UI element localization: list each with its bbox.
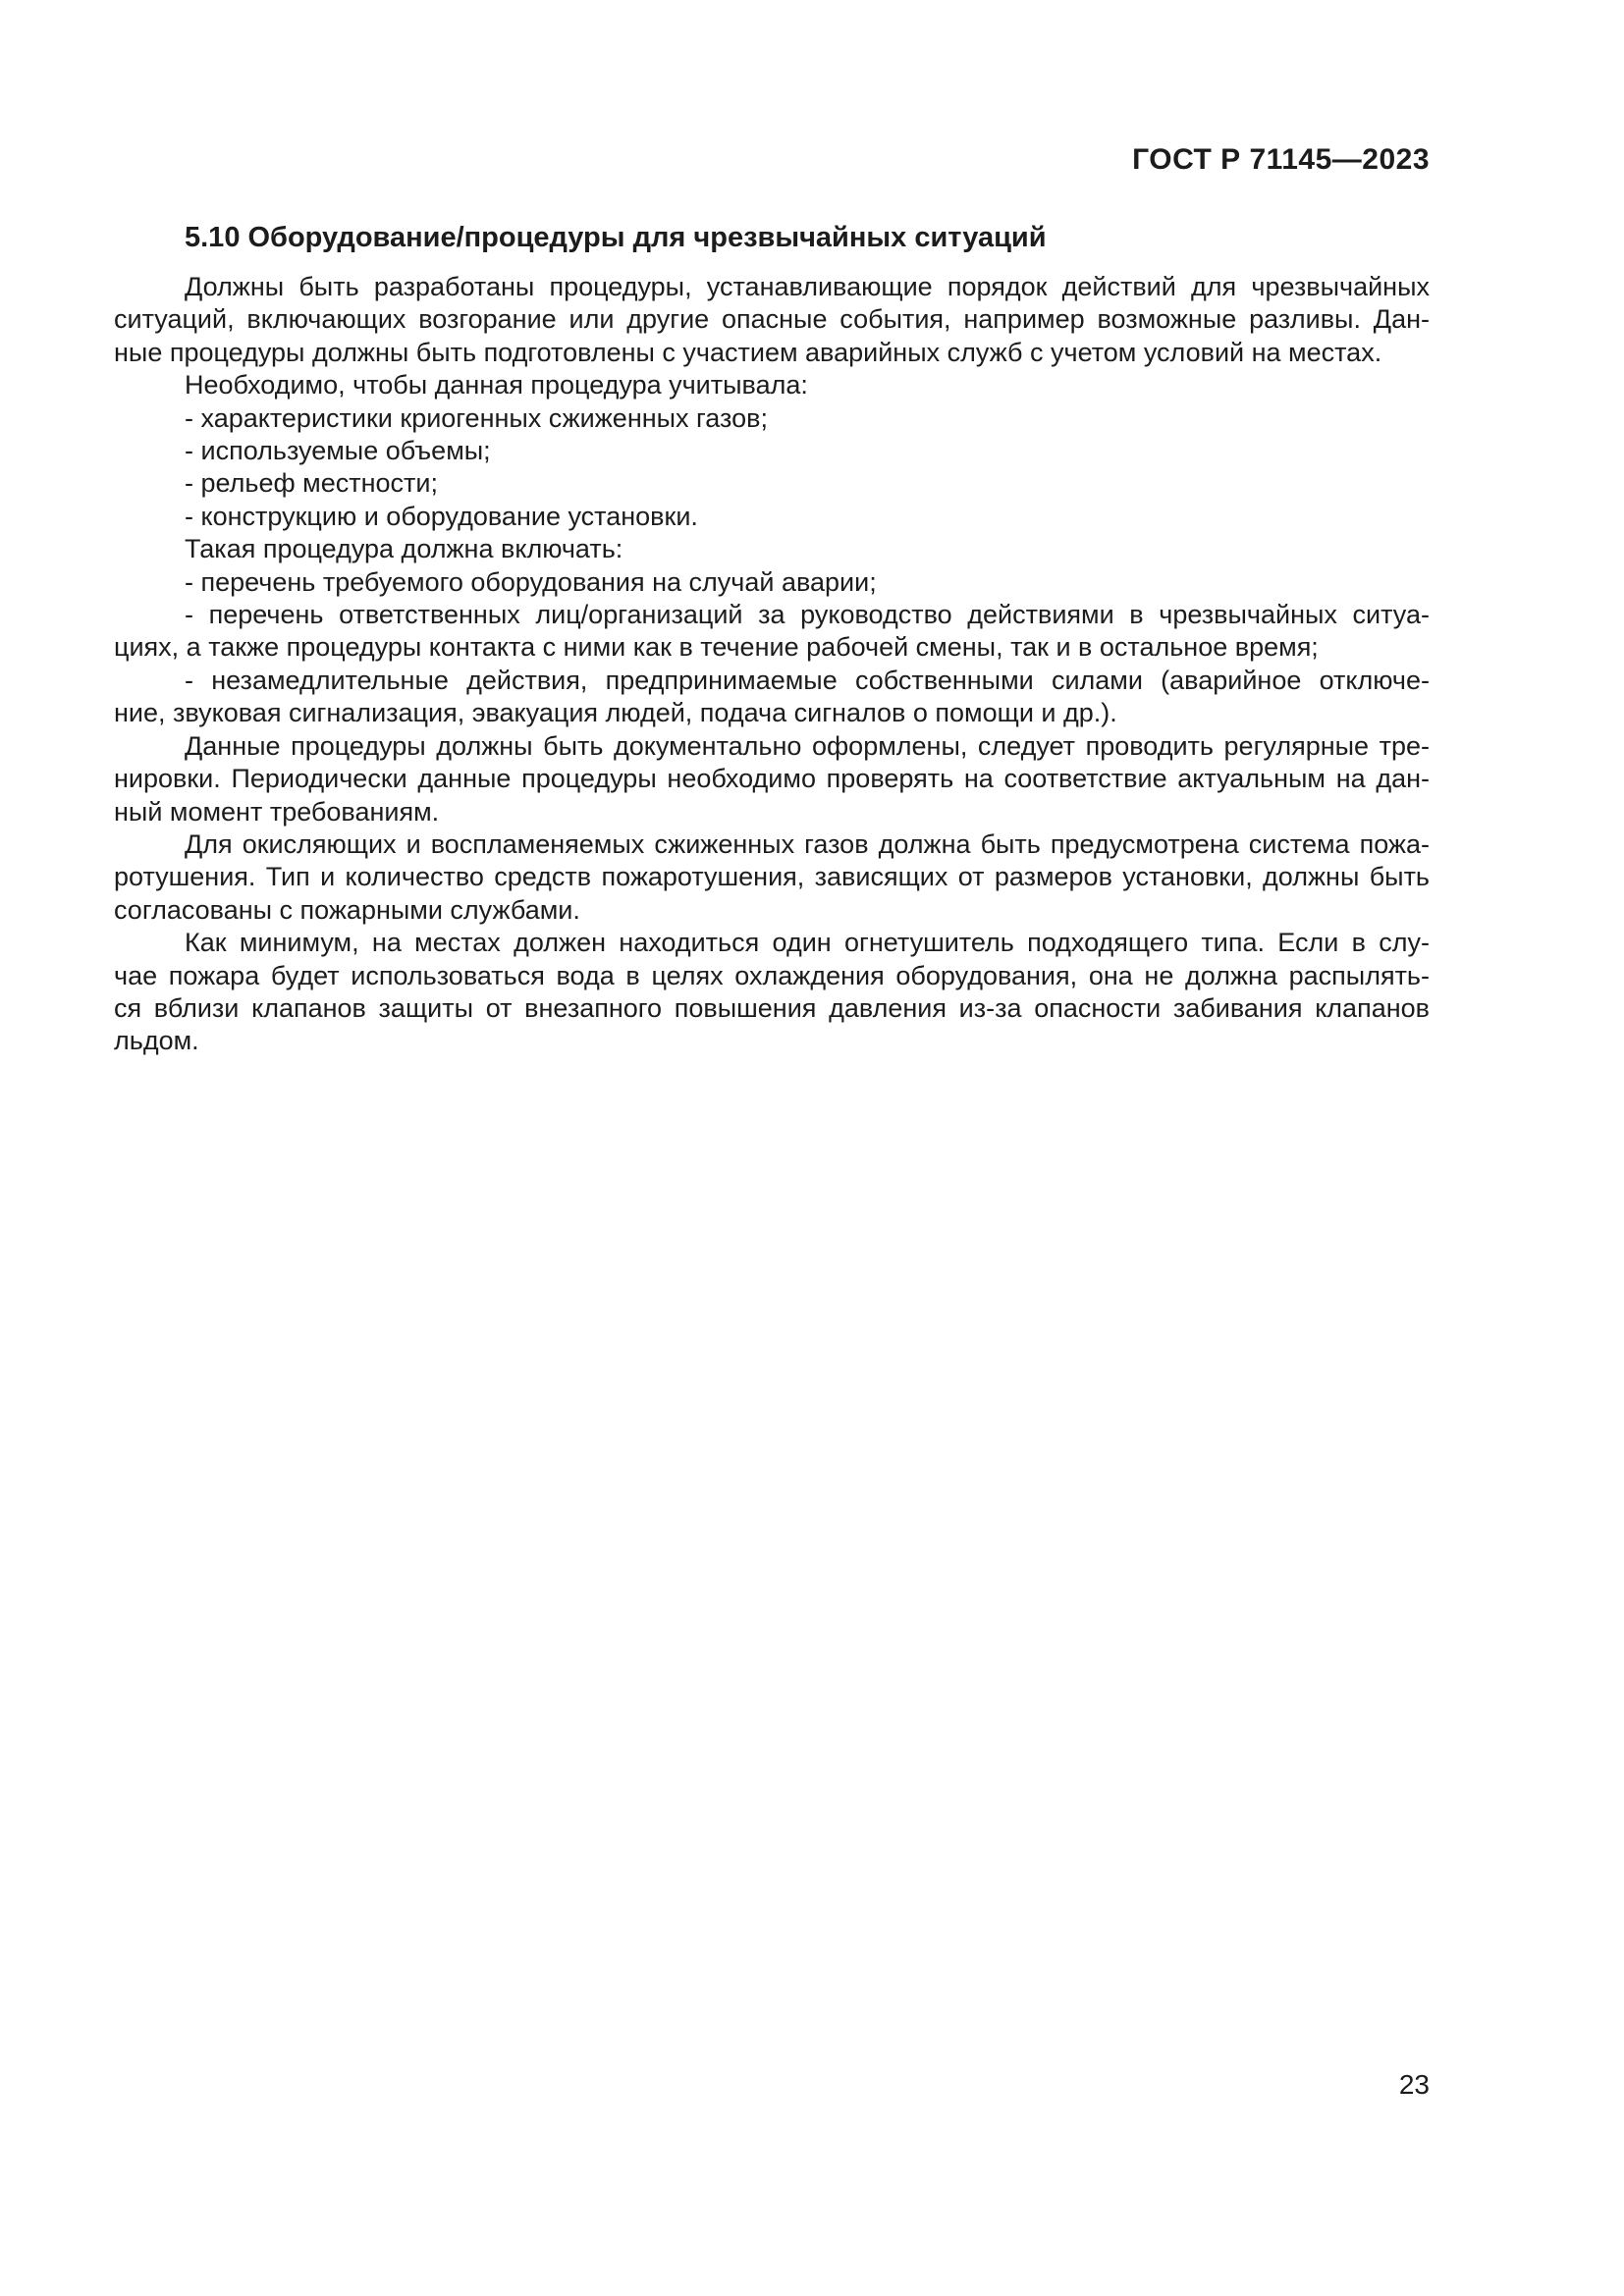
page-number: 23 <box>1398 2069 1430 2100</box>
text-line: Такая процедура должна включать: <box>185 534 623 564</box>
text-line: Для окисляющих и воспламеняемых сжиженных газов должна быть предусмотрена система пожа- <box>185 828 1430 859</box>
text-line: ные процедуры должны быть подготовлены с участием аварийных служб с учетом условий на местах. <box>114 337 1382 367</box>
text-line: ние, звуковая сигнализация, эвакуация людей, подача сигналов о помощи и др.). <box>114 698 1117 728</box>
standard-code-header: ГОСТ Р 71145—2023 <box>1132 143 1430 176</box>
text-line: ротушения. Тип и количество средств пожаротушения, зависящих от размеров установки, должны быть <box>114 862 1430 892</box>
text-line: - незамедлительные действия, предпринимаемые собственными силами (аварийное отключе- <box>185 665 1430 695</box>
text-line: - используемые объемы; <box>185 436 491 466</box>
text-line: ся вблизи клапанов защиты от внезапного повышения давления из-за опасности забивания клапанов <box>114 992 1430 1023</box>
text-line: Должны быть разработаны процедуры, устанавливающие порядок действий для чрезвычайных <box>185 272 1430 301</box>
text-line: - характеристики криогенных сжиженных газов; <box>185 402 768 433</box>
text-line: - рельеф местности; <box>185 468 439 499</box>
text-line: чае пожара будет использоваться вода в целях охлаждения оборудования, она не должна распылять- <box>114 960 1430 990</box>
text-line: согласованы с пожарными службами. <box>114 894 580 925</box>
body-text <box>114 271 1430 1058</box>
text-line: ситуаций, включающих возгорание или другие опасные события, например возможные разливы. Дан- <box>114 304 1430 335</box>
text-line: циях, а также процедуры контакта с ними как в течение рабочей смены, так и в остальное время; <box>114 632 1319 663</box>
text-line: ный момент требованиям. <box>114 796 440 827</box>
text-line: льдом. <box>114 1026 199 1056</box>
text-line: - перечень требуемого оборудования на случай аварии; <box>185 566 877 597</box>
text-line: - конструкцию и оборудование установки. <box>185 501 698 531</box>
text-line: Необходимо, чтобы данная процедура учитывала: <box>185 370 808 400</box>
text-line: нировки. Периодически данные процедуры необходимо проверять на соответствие актуальным на дан- <box>114 764 1430 794</box>
section-heading: 5.10 Оборудование/процедуры для чрезвычайных ситуаций <box>185 222 1047 253</box>
text-line: - перечень ответственных лиц/организаций за руководство действиями в чрезвычайных ситуа- <box>185 600 1430 630</box>
text-line: Как минимум, на местах должен находиться один огнетушитель подходящего типа. Если в слу- <box>185 928 1430 958</box>
text-line: Данные процедуры должны быть документально оформлены, следует проводить регулярные тре- <box>185 730 1430 761</box>
